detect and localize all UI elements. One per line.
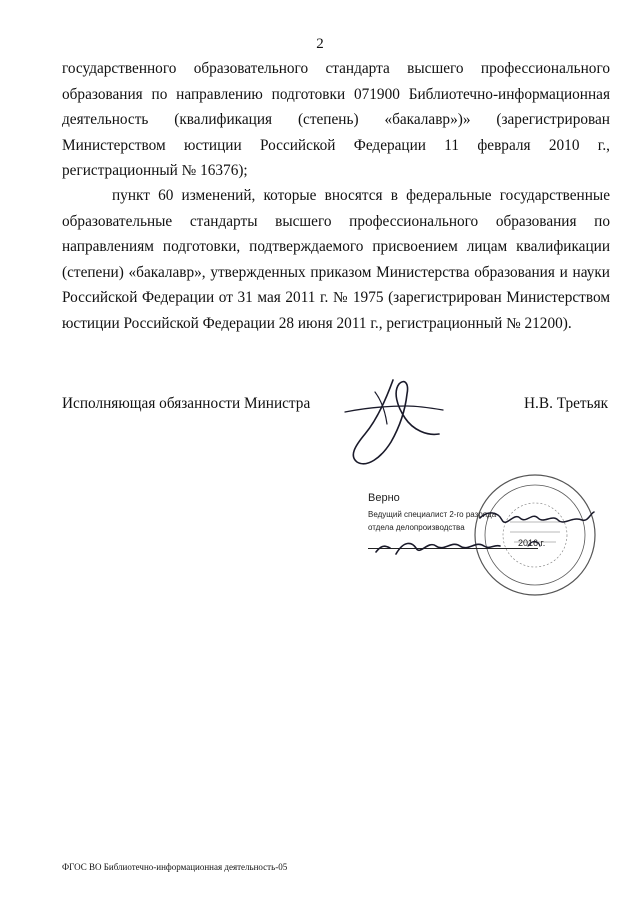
signature-mark <box>335 372 455 472</box>
page-number: 2 <box>316 36 324 52</box>
certification-title: Верно <box>368 492 400 504</box>
handwritten-certification <box>368 490 608 600</box>
signatory-name: Н.В. Третьяк <box>524 395 609 412</box>
certification-position: Ведущий специалист 2-го разряда <box>368 510 497 519</box>
certification-block <box>368 490 608 600</box>
paragraph-amendments-reference: пункт 60 изменений, которые вносятся в федеральные государственные образовательные стандарты высшего профессионального образования по направлениям подготовки, подтверждаемого присвоением лицам квалификации (степени) «бакалавр», утвержденных приказом Министерства образования и науки Российской Федерации от 31 мая 2011 г. № 1975 (зарегистрирован Министерством юстиции Российской Федерации 28 июня 2011 г., регистрационный № 21200). <box>62 187 610 332</box>
certification-year: 2016 г. <box>518 538 546 548</box>
paragraph-standard-reference: государственного образовательного стандарта высшего профессионального образования по направлению подготовки 071900 Библиотечно-информационная деятельность (квалификация (степень) «бакалавр»)» (зарегистрирован Министерством юстиции Российской Федерации 11 февраля 2010 г., регистрационный № 16376); <box>62 60 610 179</box>
document-footer: ФГОС ВО Библиотечно-информационная деятельность-05 <box>62 862 288 872</box>
signatory-position: Исполняющая обязанности Министра <box>62 395 311 412</box>
certification-department: отдела делопроизводства <box>368 523 465 532</box>
